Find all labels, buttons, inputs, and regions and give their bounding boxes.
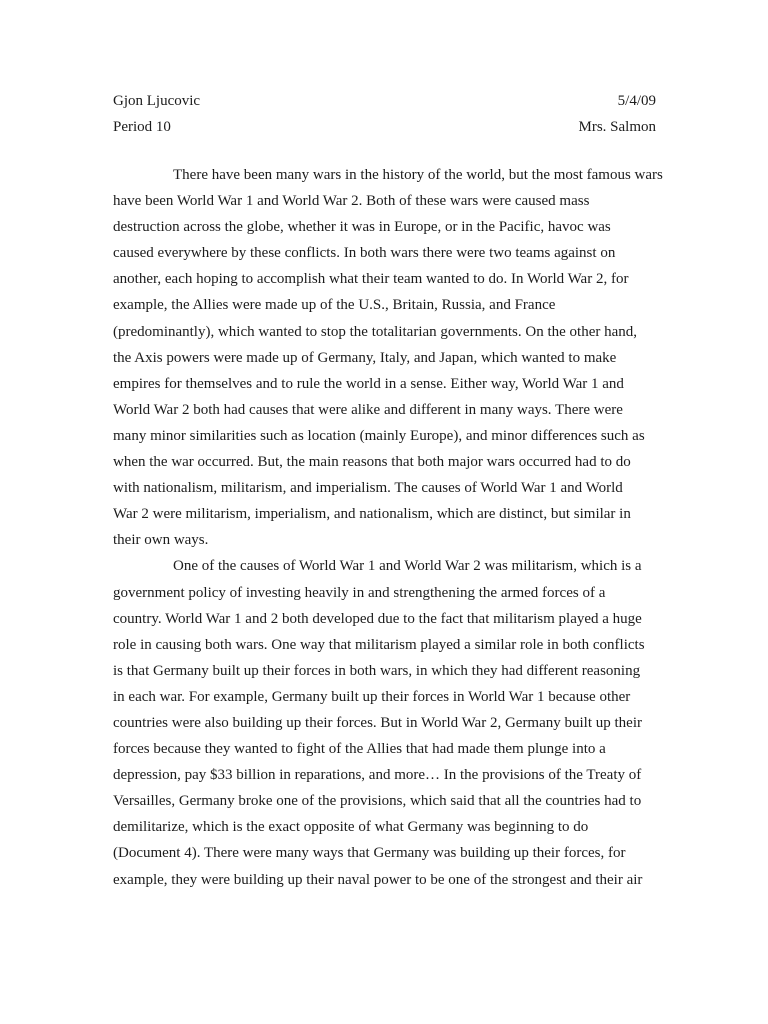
header-row-2 xyxy=(113,114,656,140)
paragraph-line: One of the causes of World War 1 and World War 2 was militarism, which is a xyxy=(173,558,642,575)
paragraph-line: Versailles, Germany broke one of the provisions, which said that all the countries had to xyxy=(113,793,642,810)
header-row-1 xyxy=(113,88,656,114)
student-name: Gjon Ljucovic xyxy=(113,93,201,109)
class-period: Period 10 xyxy=(113,119,171,135)
paragraph-line: another, each hoping to accomplish what their team wanted to do. In World War 2, for xyxy=(113,271,629,288)
document-header xyxy=(113,88,656,140)
paragraph-line: many minor similarities such as location (mainly Europe), and minor differences such as xyxy=(113,427,645,444)
essay-paragraph xyxy=(113,553,656,892)
paragraph-line: caused everywhere by these conflicts. In both wars there were two teams against on xyxy=(113,245,616,262)
paragraph-line: World War 2 both had causes that were alike and different in many ways. There were xyxy=(113,401,623,418)
paragraph-line: role in causing both wars. One way that militarism played a similar role in both conflicts xyxy=(113,636,645,653)
paragraph-line: (Document 4). There were many ways that Germany was building up their forces, for xyxy=(113,845,626,862)
teacher-name: Mrs. Salmon xyxy=(578,119,656,135)
paragraph-line: is that Germany built up their forces in both wars, in which they had different reasoning xyxy=(113,662,641,679)
paragraph-line: example, the Allies were made up of the U.S., Britain, Russia, and France xyxy=(113,297,556,314)
essay-paragraph xyxy=(113,162,663,553)
paragraph-line: destruction across the globe, whether it was in Europe, or in the Pacific, havoc was xyxy=(113,219,611,236)
paragraph-line: government policy of investing heavily in and strengthening the armed forces of a xyxy=(113,584,606,601)
paragraph-line: empires for themselves and to rule the world in a sense. Either way, World War 1 and xyxy=(113,375,624,392)
paragraph-line: have been World War 1 and World War 2. Both of these wars were caused mass xyxy=(113,193,590,210)
paragraph-line: their own ways. xyxy=(113,532,209,549)
essay-body xyxy=(113,162,663,893)
paragraph-line: when the war occurred. But, the main reasons that both major wars occurred had to do xyxy=(113,454,631,471)
date: 5/4/09 xyxy=(617,93,656,109)
paragraph-line: example, they were building up their naval power to be one of the strongest and their air xyxy=(113,871,643,888)
paragraph-line: in each war. For example, Germany built up their forces in World War 1 because other xyxy=(113,688,631,705)
paragraph-line: There have been many wars in the history of the world, but the most famous wars xyxy=(173,167,663,183)
paragraph-line: demilitarize, which is the exact opposite of what Germany was beginning to do xyxy=(113,819,589,836)
paragraph-line: War 2 were militarism, imperialism, and nationalism, which are distinct, but similar in xyxy=(113,506,631,523)
paragraph-line: countries were also building up their forces. But in World War 2, Germany built up their xyxy=(113,714,642,731)
paragraph-line: the Axis powers were made up of Germany, Italy, and Japan, which wanted to make xyxy=(113,349,617,366)
paragraph-line: forces because they wanted to fight of the Allies that had made them plunge into a xyxy=(113,741,606,758)
paragraph-line: with nationalism, militarism, and imperialism. The causes of World War 1 and World xyxy=(113,480,623,497)
paragraph-line: (predominantly), which wanted to stop the totalitarian governments. On the other hand, xyxy=(113,323,638,340)
paragraph-line: country. World War 1 and 2 both developed due to the fact that militarism played a huge xyxy=(113,610,642,627)
paragraph-line: depression, pay $33 billion in reparations, and more… In the provisions of the Treaty of xyxy=(113,767,642,784)
